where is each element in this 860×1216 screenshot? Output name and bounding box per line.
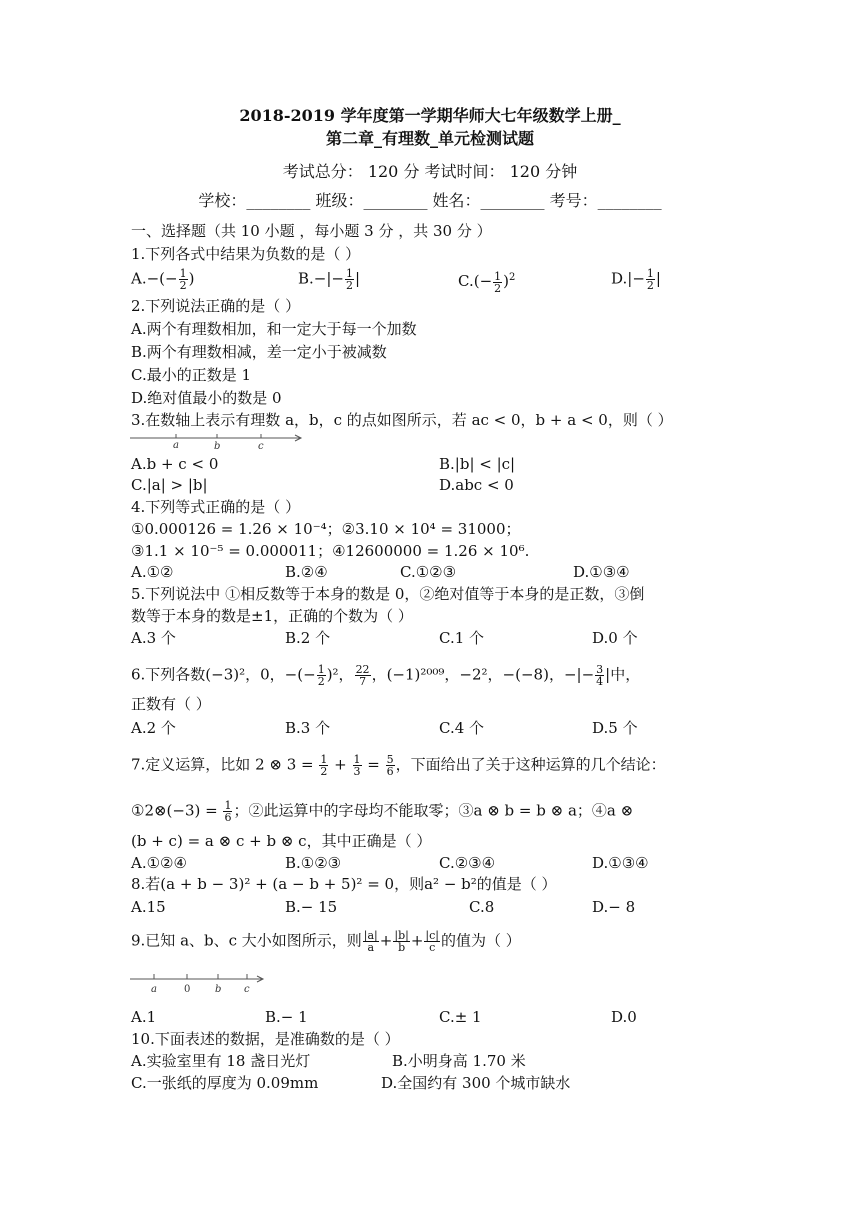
- q1-option-c: C.(− $\frac{1}{2}$ )$^2$: [458, 269, 516, 295]
- q4-option-a: A.①②: [131, 563, 174, 581]
- q10-stem: 10.下面表述的数据，是准确数的是（ ）: [131, 1030, 400, 1048]
- q2-option-d: D.绝对值最小的数是 0: [131, 389, 282, 407]
- q4-line-2: ③1.1 × 10⁻⁵ = 0.000011；④12600000 = 1.26 × 10⁶.: [131, 542, 530, 560]
- q9-axis-label-0: 0: [184, 984, 191, 995]
- q1-stem: 1.下列各式中结果为负数的是（ ）: [131, 245, 361, 263]
- q2-stem: 2.下列说法正确的是（ ）: [131, 297, 301, 315]
- q4-stem: 4.下列等式正确的是（ ）: [131, 498, 301, 516]
- q3-axis-label-c: c: [258, 441, 264, 452]
- q2-option-c: C.最小的正数是 1: [131, 366, 252, 384]
- exam-info: 考试总分： 120 分 考试时间： 120 分钟: [282, 162, 578, 181]
- q1-option-d: D.|− $\frac{1}{2}$ |: [611, 267, 661, 292]
- q9-stem: 9.已知 a、b、c 大小如图所示，则 $\frac{|a|}{a}$ + $\frac{|b|}{b}$ + $\frac{|c|}{c}$ 的值为（ ）: [131, 929, 521, 954]
- q10-option-a: A.实验室里有 18 盏日光灯: [131, 1052, 311, 1070]
- q3-number-line: [130, 432, 306, 452]
- q9-option-b: B.− 1: [265, 1008, 308, 1026]
- q9-axis-label-c: c: [244, 984, 250, 995]
- q7-option-a: A.①②④: [131, 854, 187, 872]
- q1-option-a: A.−(− $\frac{1}{2}$ ): [131, 267, 195, 292]
- q9-option-a: A.1: [131, 1008, 157, 1026]
- q4-option-b: B.②④: [285, 563, 328, 581]
- q6-option-b: B.3 个: [285, 719, 331, 737]
- title-line-1: 2018-2019 学年度第一学期华师大七年级数学上册_: [239, 106, 621, 125]
- q6-option-d: D.5 个: [592, 719, 638, 737]
- q9-option-c: C.± 1: [439, 1008, 482, 1026]
- q3-option-c: C.|a| > |b|: [131, 476, 208, 494]
- q7-line-3: (b + c) = a ⊗ c + b ⊗ c，其中正确是（ ）: [131, 832, 432, 850]
- q3-axis-label-b: b: [214, 441, 221, 452]
- q9-axis-label-b: b: [215, 984, 222, 995]
- q8-option-c: C.8: [469, 898, 495, 916]
- q9-axis-label-a: a: [151, 984, 157, 995]
- q10-option-d: D.全国约有 300 个城市缺水: [381, 1074, 571, 1092]
- q5-option-d: D.0 个: [592, 629, 638, 647]
- q2-option-b: B.两个有理数相减，差一定小于被减数: [131, 343, 387, 361]
- q3-option-d: D.abc < 0: [439, 476, 514, 494]
- q6-option-a: A.2 个: [131, 719, 176, 737]
- q8-stem: 8.若(a + b − 3)² + (a − b + 5)² = 0，则a² − b²的值是（ ）: [131, 875, 557, 893]
- q3-option-b: B.|b| < |c|: [439, 455, 516, 473]
- q6-line-2: 正数有（ ）: [131, 695, 211, 713]
- q3-axis-label-a: a: [173, 440, 179, 451]
- q4-option-c: C.①②③: [400, 563, 457, 581]
- q3-option-a: A.b + c < 0: [131, 455, 219, 473]
- q6-stem: 6.下列各数(−3)²，0，−(− $\frac{1}{2}$ )²， $\frac{22}{7}$ ，(−1)²⁰⁰⁹，−2²，−(−8)，−|− $\frac{3}{4}$ |中，: [131, 663, 641, 688]
- q3-stem: 3.在数轴上表示有理数 a，b，c 的点如图所示，若 ac < 0，b + a < 0，则（ ）: [131, 411, 673, 429]
- q10-option-c: C.一张纸的厚度为 0.09mm: [131, 1074, 319, 1092]
- q5-option-a: A.3 个: [131, 629, 176, 647]
- q2-option-a: A.两个有理数相加，和一定大于每一个加数: [131, 320, 417, 338]
- q7-stem: 7.定义运算，比如 2 ⊗ 3 = $\frac{1}{2}$ + $\frac{1}{3}$ = $\frac{5}{6}$ ，下面给出了关于这种运算的几个结论：: [131, 753, 666, 778]
- q7-option-b: B.①②③: [285, 854, 342, 872]
- section-heading: 一、选择题（共 10 小题 ，每小题 3 分 ，共 30 分 ）: [131, 222, 492, 240]
- q7-option-d: D.①③④: [592, 854, 649, 872]
- title-line-2: 第二章_有理数_单元检测试题: [325, 129, 534, 148]
- q10-option-b: B.小明身高 1.70 米: [392, 1052, 526, 1070]
- q4-line-1: ①0.000126 = 1.26 × 10⁻⁴；②3.10 × 10⁴ = 31000；: [131, 520, 521, 538]
- q9-option-d: D.0: [611, 1008, 637, 1026]
- student-fields: 学校：________ 班级：________ 姓名：________ 考号：________: [198, 191, 662, 210]
- q8-option-a: A.15: [131, 898, 166, 916]
- q5-option-c: C.1 个: [439, 629, 485, 647]
- q5-line-1: 5.下列说法中 ①相反数等于本身的数是 0，②绝对值等于本身的是正数，③倒: [131, 585, 645, 603]
- q9-number-line: [130, 972, 270, 996]
- q4-option-d: D.①③④: [573, 563, 630, 581]
- q1-option-b: B.−|− $\frac{1}{2}$ |: [298, 267, 361, 292]
- q5-option-b: B.2 个: [285, 629, 331, 647]
- q7-line-2: ①2⊗(−3) = $\frac{1}{6}$ ；②此运算中的字母均不能取零；③a ⊗ b = b ⊗ a；④a ⊗: [131, 799, 634, 824]
- q7-option-c: C.②③④: [439, 854, 496, 872]
- q8-option-b: B.− 15: [285, 898, 338, 916]
- q6-option-c: C.4 个: [439, 719, 485, 737]
- q8-option-d: D.− 8: [592, 898, 636, 916]
- q5-line-2: 数等于本身的数是±1，正确的个数为（ ）: [131, 607, 413, 625]
